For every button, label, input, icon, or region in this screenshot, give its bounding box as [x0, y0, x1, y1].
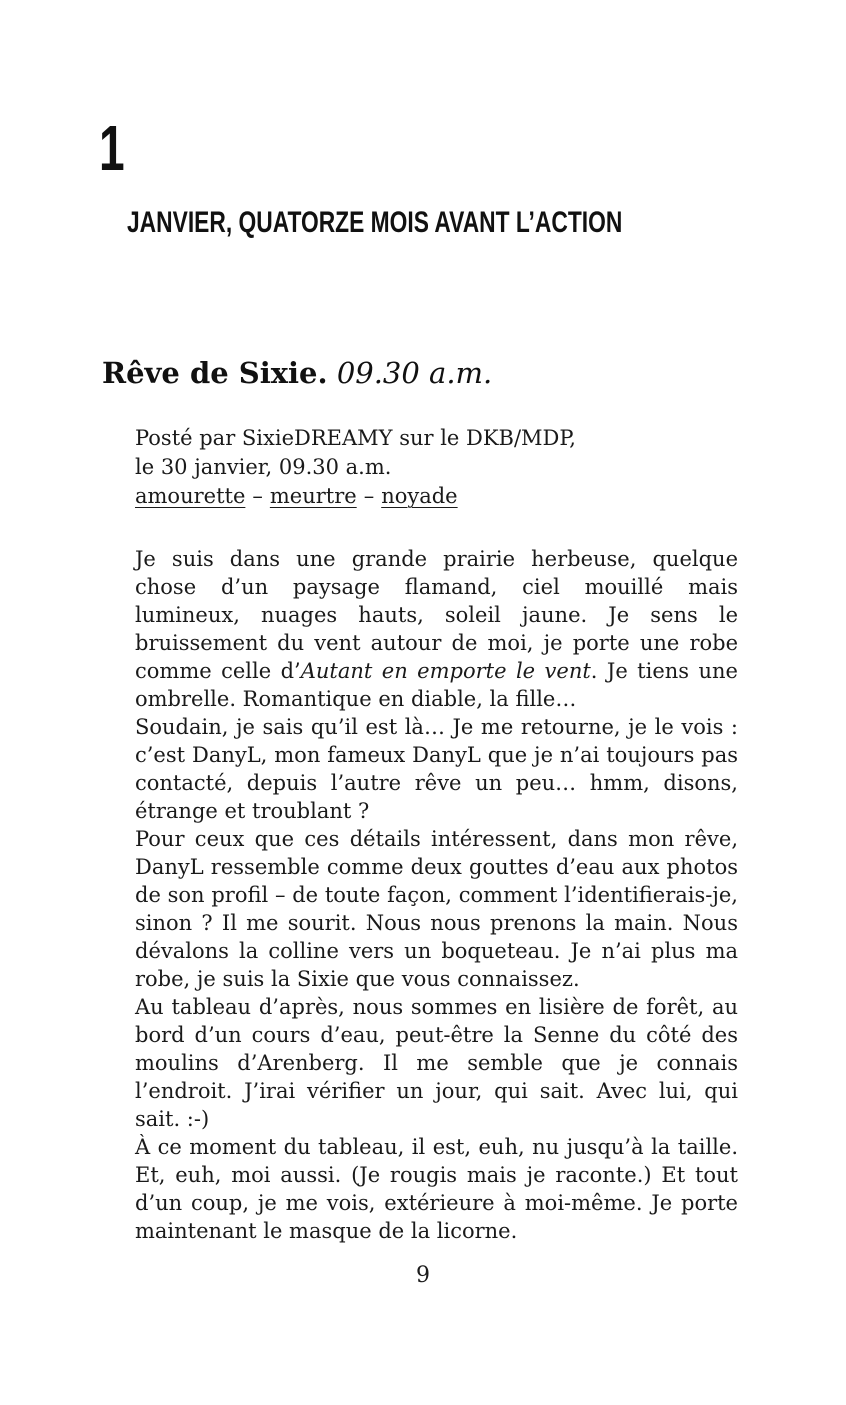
section-title: [102, 355, 492, 391]
text-segment: Soudain, je sais qu’il est là… Je me retourne, je le vois : c’est DanyL, mon fameux DanyL que je n’ai toujours pas contacté, depuis l’autre rêve un peu… hmm, disons, étrange et troublant ?: [135, 715, 738, 823]
section-title-text: Rêve de Sixie.: [102, 356, 328, 390]
text-segment: Au tableau d’après, nous sommes en lisière de forêt, au bord d’un cours d’eau, peut-être la Senne du côté des moulins d’Arenberg. Il me semble que je connais l’endroit. J’irai vérifier un jour, qui sait. Avec lui, qui sait. :-): [135, 995, 738, 1131]
tag-noyade: noyade: [381, 484, 458, 508]
text-segment: . Je tiens une ombrelle. Romantique en diable, la fille…: [135, 659, 738, 711]
tag-meurtre: meurtre: [269, 484, 357, 508]
text-segment: Pour ceux que ces détails intéressent, dans mon rêve, DanyL ressemble comme deux gouttes d’eau aux photos de son profil – de toute façon, comment l’identifierais-je, sinon ? Il me sourit. Nous nous prenons la main. Nous dévalons la colline vers un boqueteau. Je n’ai plus ma robe, je suis la Sixie que vous connaissez.: [135, 827, 738, 991]
section-title-time: 09.30 a.m.: [336, 356, 493, 390]
tag-separator: –: [363, 484, 375, 508]
paragraph: [135, 993, 738, 1133]
post-tags: [135, 482, 576, 511]
paragraph: [135, 1133, 738, 1245]
chapter-number: 1: [99, 112, 125, 184]
tag-separator: –: [252, 484, 263, 508]
tag-amourette: amourette: [135, 484, 246, 508]
post-meta-line2: le 30 janvier, 09.30 a.m.: [135, 455, 392, 479]
text-segment: À ce moment du tableau, il est, euh, nu jusqu’à la taille. Et, euh, moi aussi. (Je rougis mais je raconte.) Et tout d’un coup, je me vois, extérieure à moi-même. Je porte maintenant le masque de la licorne.: [135, 1135, 738, 1243]
text-segment: Autant en emporte le vent: [300, 659, 591, 683]
text-segment: Je suis dans une grande prairie herbeuse, quelque chose d’un paysage flamand, ciel mouillé mais lumineux, nuages hauts, soleil jaune. Je sens le bruissement du vent autour de moi, je porte une robe comme celle d’: [135, 547, 738, 683]
paragraph: [135, 713, 738, 825]
body-paragraphs: [135, 545, 738, 1245]
paragraph: [135, 545, 738, 713]
post-meta-line1: Posté par SixieDREAMY sur le DKB/MDP,: [135, 426, 576, 450]
page-number: 9: [416, 1263, 430, 1288]
post-meta: [135, 424, 576, 511]
chapter-title: JANVIER, QUATORZE MOIS AVANT L’ACTION: [127, 206, 623, 239]
paragraph: [135, 825, 738, 993]
